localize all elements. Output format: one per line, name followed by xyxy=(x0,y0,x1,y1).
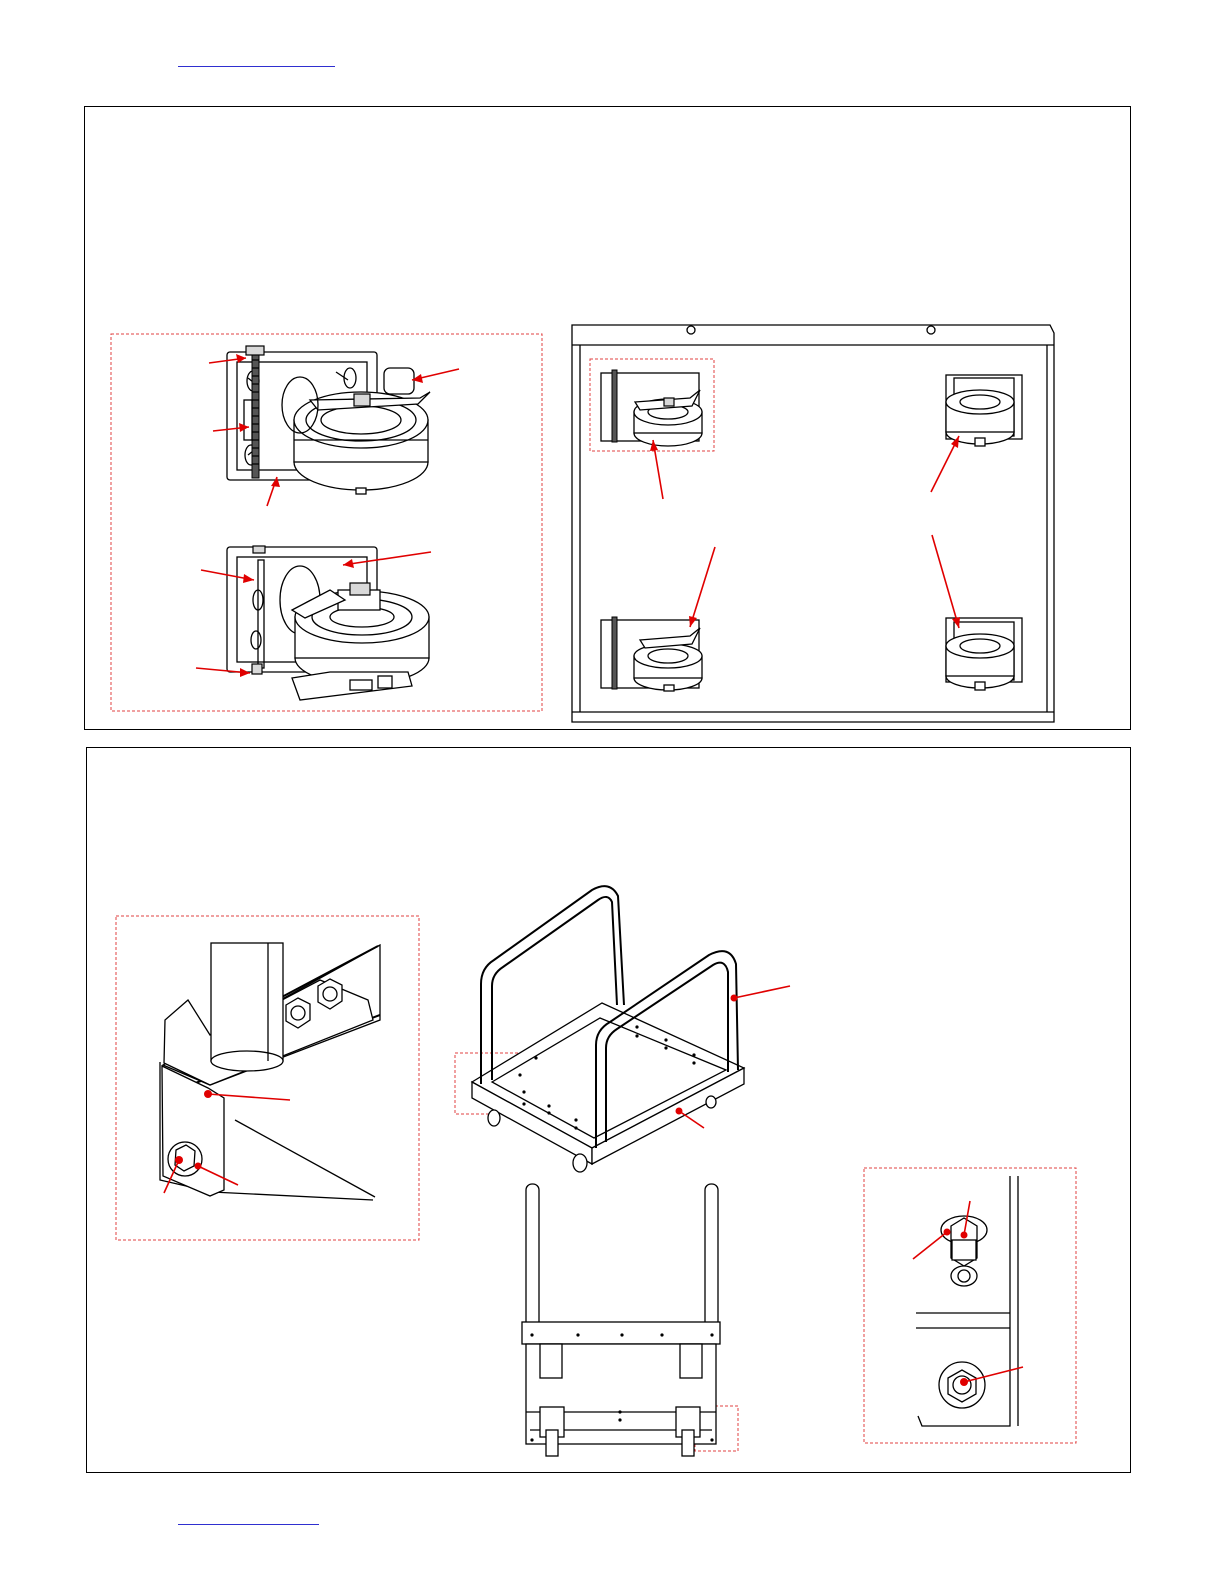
underside-caster-bottom-right xyxy=(946,618,1022,690)
upper-nut xyxy=(941,1216,987,1286)
handle-bracket-detail xyxy=(116,916,419,1240)
nut-washer-detail xyxy=(864,1168,1076,1443)
caster-detail-bottom xyxy=(227,546,429,700)
underside-caster-top-left xyxy=(601,370,702,446)
underside-caster-bottom-left xyxy=(601,617,702,691)
cart-isometric-view xyxy=(455,886,790,1172)
underside-caster-top-right xyxy=(946,375,1022,446)
caster-detail-callout xyxy=(111,334,542,711)
lower-nut xyxy=(939,1362,985,1408)
cart-underside-view xyxy=(572,325,1054,722)
caster-detail-top xyxy=(227,346,430,494)
cart-front-view xyxy=(522,1184,738,1456)
